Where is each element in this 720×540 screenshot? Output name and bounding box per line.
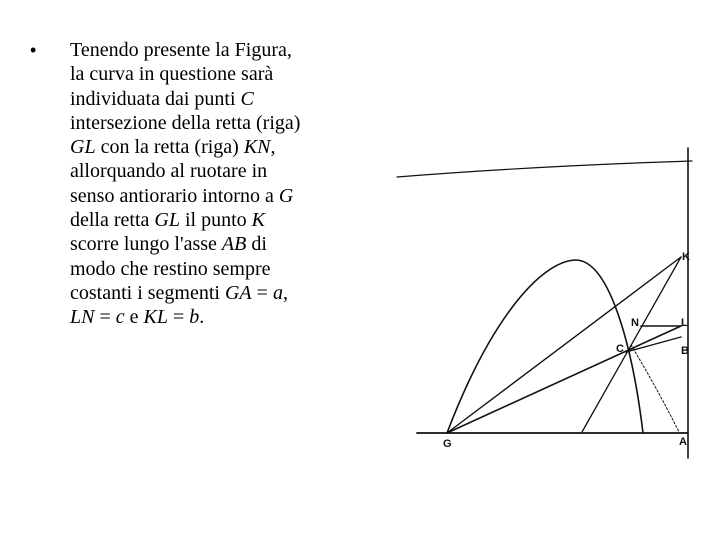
text-line bbox=[70, 159, 370, 183]
label-point-g: G bbox=[443, 438, 452, 450]
bullet-text bbox=[70, 38, 370, 330]
text-line bbox=[70, 184, 370, 208]
italic-symbol: a bbox=[272, 281, 283, 304]
text-run: . bbox=[199, 306, 205, 329]
italic-symbol: GA bbox=[224, 281, 252, 304]
text-line bbox=[70, 208, 370, 232]
text-run: di bbox=[246, 233, 267, 256]
label-point-k: K bbox=[682, 251, 690, 263]
italic-symbol: KL bbox=[143, 306, 168, 329]
text-run: senso antiorario intorno a bbox=[70, 184, 279, 207]
italic-symbol: GL bbox=[70, 136, 96, 159]
text-run: della retta bbox=[70, 209, 155, 232]
geometric-figure bbox=[395, 140, 705, 470]
text-run: Tenendo presente la Figura, bbox=[70, 39, 292, 61]
line-kn bbox=[582, 257, 681, 432]
text-run: allorquando al ruotare in bbox=[70, 160, 268, 183]
text-run: individuata dai punti bbox=[70, 87, 241, 110]
italic-symbol: G bbox=[278, 184, 294, 207]
label-point-n: N bbox=[631, 317, 639, 329]
italic-symbol: LN bbox=[70, 306, 95, 329]
line-gl bbox=[447, 326, 681, 433]
text-run: , bbox=[282, 281, 288, 304]
text-run: , bbox=[270, 136, 276, 159]
text-line bbox=[70, 87, 370, 111]
dashed-arc bbox=[631, 345, 679, 432]
text-run: il punto bbox=[179, 209, 252, 232]
text-line bbox=[70, 281, 370, 305]
italic-symbol: C bbox=[240, 87, 254, 110]
text-run: modo che restino sempre bbox=[70, 257, 271, 280]
text-line bbox=[70, 305, 370, 329]
text-line bbox=[70, 257, 370, 281]
page-top-edge bbox=[397, 161, 692, 177]
line-gk bbox=[447, 257, 681, 433]
label-point-c: C bbox=[616, 343, 624, 355]
text-line bbox=[70, 135, 370, 159]
label-point-l: L bbox=[681, 317, 688, 329]
text-run: scorre lungo l'asse bbox=[70, 233, 222, 256]
text-run: = bbox=[168, 306, 190, 329]
text-line bbox=[70, 111, 370, 135]
text-run: la curva in questione sarà bbox=[70, 63, 274, 86]
italic-symbol: AB bbox=[221, 233, 247, 256]
text-run: intersezione della retta (riga) bbox=[70, 111, 301, 134]
italic-symbol: GL bbox=[154, 209, 180, 232]
label-point-b: B bbox=[681, 345, 689, 357]
text-run: con la retta (riga) bbox=[95, 136, 244, 159]
text-line bbox=[70, 38, 370, 62]
bullet-marker: • bbox=[30, 40, 37, 60]
text-run: costanti i segmenti bbox=[70, 281, 225, 304]
italic-symbol: b bbox=[189, 306, 200, 329]
text-run: = bbox=[94, 306, 116, 329]
italic-symbol: KN bbox=[243, 136, 271, 159]
text-run: e bbox=[124, 306, 144, 329]
curve bbox=[447, 260, 643, 433]
text-line bbox=[70, 232, 370, 256]
label-point-a: A bbox=[679, 436, 687, 448]
text-run: = bbox=[251, 281, 273, 304]
italic-symbol: c bbox=[115, 306, 125, 329]
text-line bbox=[70, 62, 370, 86]
italic-symbol: K bbox=[251, 209, 265, 232]
